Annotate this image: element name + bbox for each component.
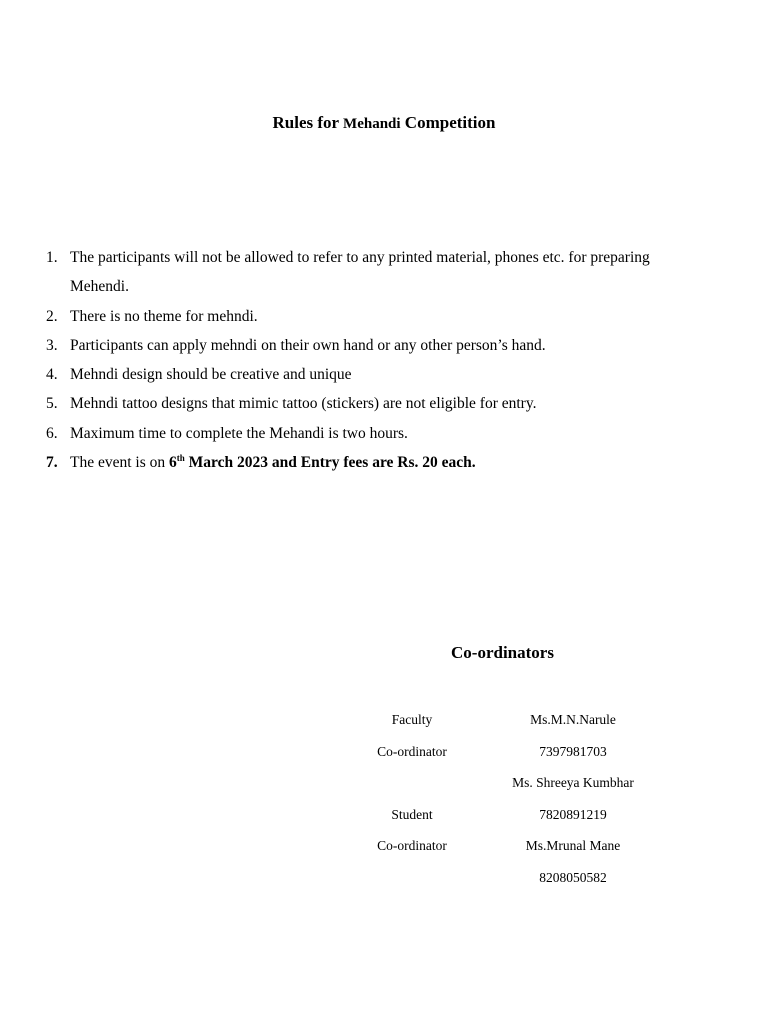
rule-item-4 [46, 360, 756, 389]
rule-item-2 [46, 302, 756, 331]
page-title [0, 113, 768, 133]
rule-text: Mehndi design should be creative and unique [70, 366, 352, 384]
title-emphasis: Mehandi [343, 116, 401, 132]
coordinator-role: Co-ordinator [377, 838, 447, 853]
coordinator-info: Ms.M.N.Narule [530, 712, 616, 727]
rule-text-continuation: Mehendi. [70, 278, 129, 296]
coordinator-role: Faculty [391, 712, 433, 727]
coordinator-info: 7820891219 [539, 807, 607, 822]
coordinator-info: 8208050582 [539, 870, 607, 885]
rule-number: 3. [46, 336, 58, 354]
rule-text: The participants will not be allowed to refer to any printed material, phones etc. for preparing [70, 249, 650, 266]
event-day-suffix: th [176, 453, 185, 464]
rule-number: 5. [46, 395, 58, 413]
coordinator-info: 7397981703 [539, 744, 607, 759]
rule-item-7 [46, 448, 756, 477]
title-prefix: Rules for [272, 113, 339, 132]
coordinators-heading: Co-ordinators [451, 643, 554, 662]
rule-item-5 [46, 389, 756, 418]
rule-item-1 [46, 243, 756, 302]
rule-text: Participants can apply mehndi on their own hand or any other person’s hand. [70, 336, 546, 354]
coordinator-info: Ms.Mrunal Mane [525, 838, 621, 853]
rule-text-plain: The event is on [70, 454, 166, 472]
rule-text: There is no theme for mehndi. [70, 307, 258, 325]
rule-text-bold: March 2023 and Entry fees are Rs. 20 each. [188, 454, 476, 472]
rules-list [46, 243, 756, 477]
rule-number: 2. [46, 307, 58, 325]
coordinator-role: Co-ordinator [377, 744, 447, 759]
rule-item-6 [46, 419, 756, 448]
rule-number: 7. [46, 454, 58, 472]
rule-number: 6. [46, 424, 58, 442]
rule-number: 1. [46, 249, 58, 266]
rule-text: Mehndi tattoo designs that mimic tattoo (stickers) are not eligible for entry. [70, 395, 537, 413]
event-day: 6 [169, 454, 177, 472]
rule-item-3 [46, 331, 756, 360]
coordinator-info: Ms. Shreeya Kumbhar [512, 775, 634, 790]
rule-text: Maximum time to complete the Mehandi is two hours. [70, 424, 408, 442]
title-suffix: Competition [404, 113, 496, 132]
rule-number: 4. [46, 366, 58, 384]
coordinator-role: Student [391, 807, 433, 822]
